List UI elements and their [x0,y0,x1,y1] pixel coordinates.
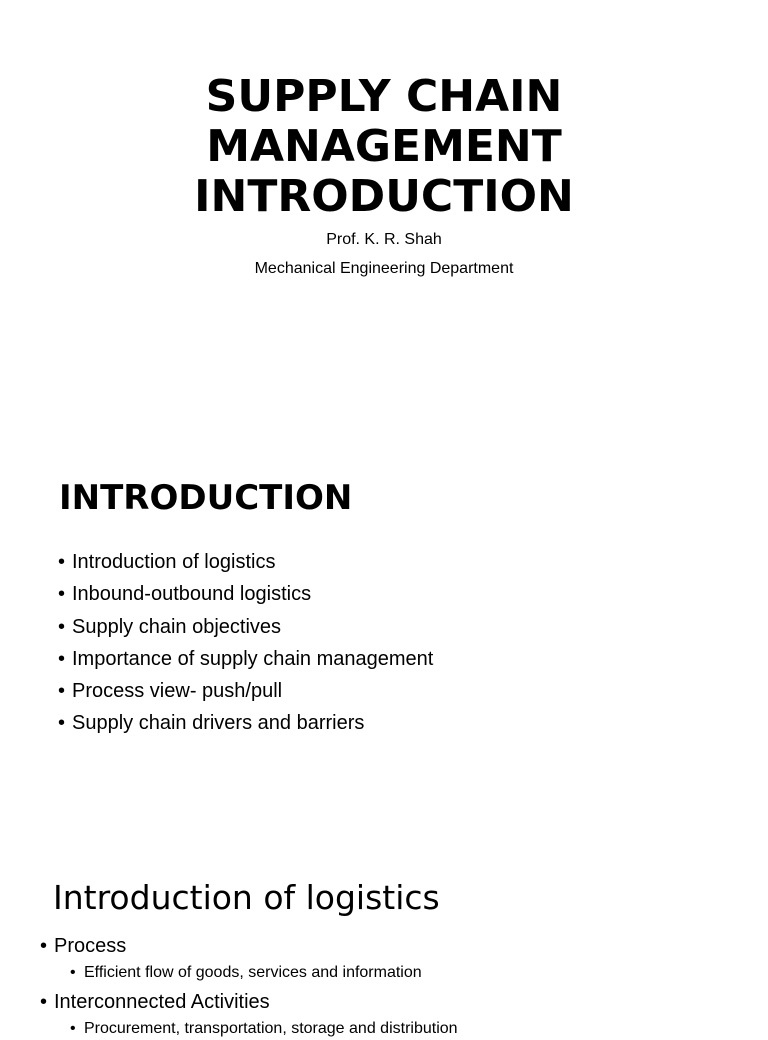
bullet-icon: • [70,964,76,981]
list-item-text: Process [54,935,127,957]
list-item-text: Inbound-outbound logistics [72,583,312,606]
list-item-text: Process view- push/pull [72,680,283,703]
list-item [58,581,433,613]
list-item [40,989,270,1015]
introduction-heading: INTRODUCTION [59,478,353,518]
title-slide [0,0,768,300]
bullet-icon: • [58,551,66,573]
list-item-text: Supply chain drivers and barriers [72,712,365,735]
introduction-bullet-list [58,549,433,743]
list-item-text: Interconnected Activities [54,991,270,1013]
logistics-heading: Introduction of logistics [53,878,440,917]
sub-list-item-text: Procurement, transportation, storage and distribution [84,1020,458,1037]
list-item-text: Supply chain objectives [72,615,282,638]
list-item-text: Introduction of logistics [72,551,276,573]
list-item [40,933,126,959]
list-item [58,614,433,646]
title-line-3: INTRODUCTION [194,171,574,222]
list-item [58,710,433,742]
bullet-icon: • [40,935,48,957]
list-item [58,678,433,710]
bullet-icon: • [58,712,66,735]
bullet-icon: • [58,615,66,638]
bullet-icon: • [58,647,66,670]
sub-list-item [70,1018,458,1040]
bullet-icon: • [40,991,48,1013]
title-line-1: SUPPLY CHAIN [205,71,563,122]
list-item [58,646,433,678]
author-name: Prof. K. R. Shah [326,231,442,248]
introduction-slide [0,460,768,760]
bullet-icon: • [58,680,66,703]
sub-list-item [70,962,422,984]
department-name: Mechanical Engineering Department [254,260,514,277]
document-title [0,72,768,222]
title-line-2: MANAGEMENT [206,121,562,172]
bullet-icon: • [70,1020,76,1037]
sub-list-item-text: Efficient flow of goods, services and information [84,964,422,981]
list-item-text: Importance of supply chain management [72,647,434,670]
bullet-icon: • [58,583,66,606]
logistics-slide [0,870,768,1037]
list-item [58,549,433,581]
